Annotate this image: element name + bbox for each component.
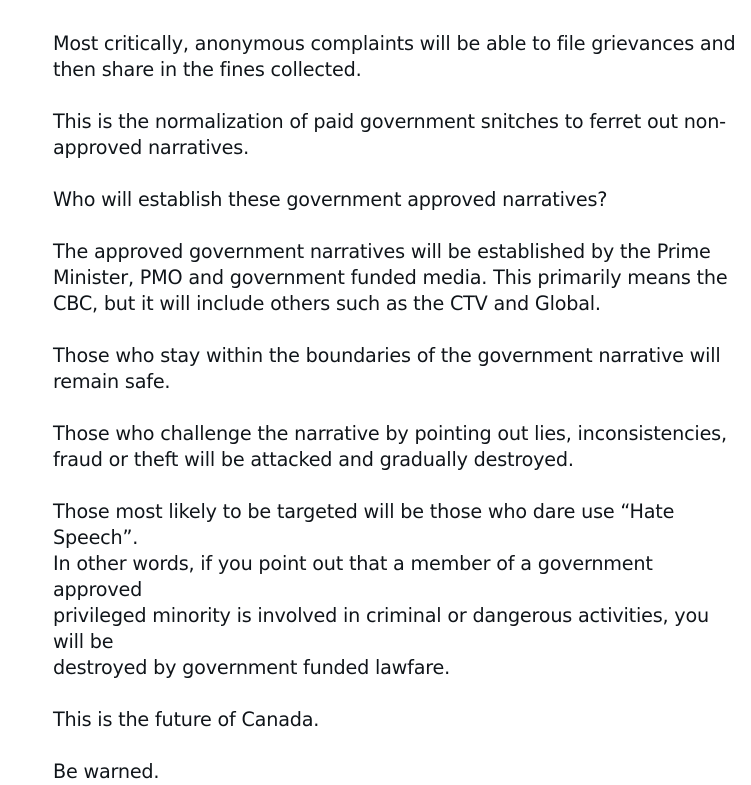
- post-paragraph: Be warned.: [53, 760, 160, 783]
- post-paragraph: Who will establish these government approved narratives?: [53, 188, 608, 211]
- post-paragraph: The approved government narratives will be established by the Prime Minister, PMO and government funded media. This primarily means the CBC, but it will include others such as the CTV and Global.: [53, 240, 728, 315]
- post-body: [53, 31, 743, 785]
- post-paragraph: This is the normalization of paid government snitches to ferret out non- approved narratives.: [53, 110, 726, 159]
- post-paragraph: Most critically, anonymous complaints will be able to file grievances and then share in the fines collected.: [53, 32, 736, 81]
- post-paragraph: Those who stay within the boundaries of the government narrative will remain safe.: [53, 344, 721, 393]
- post-paragraph: Those most likely to be targeted will be those who dare use “Hate Speech”. In other words, if you point out that a member of a government approved privileged minority is involved in criminal or dangerous activities, you will be destroyed by government funded lawfare.: [53, 500, 709, 679]
- post-paragraph: Those who challenge the narrative by pointing out lies, inconsistencies, fraud or theft will be attacked and gradually destroyed.: [53, 422, 727, 471]
- post-paragraph: This is the future of Canada.: [53, 708, 320, 731]
